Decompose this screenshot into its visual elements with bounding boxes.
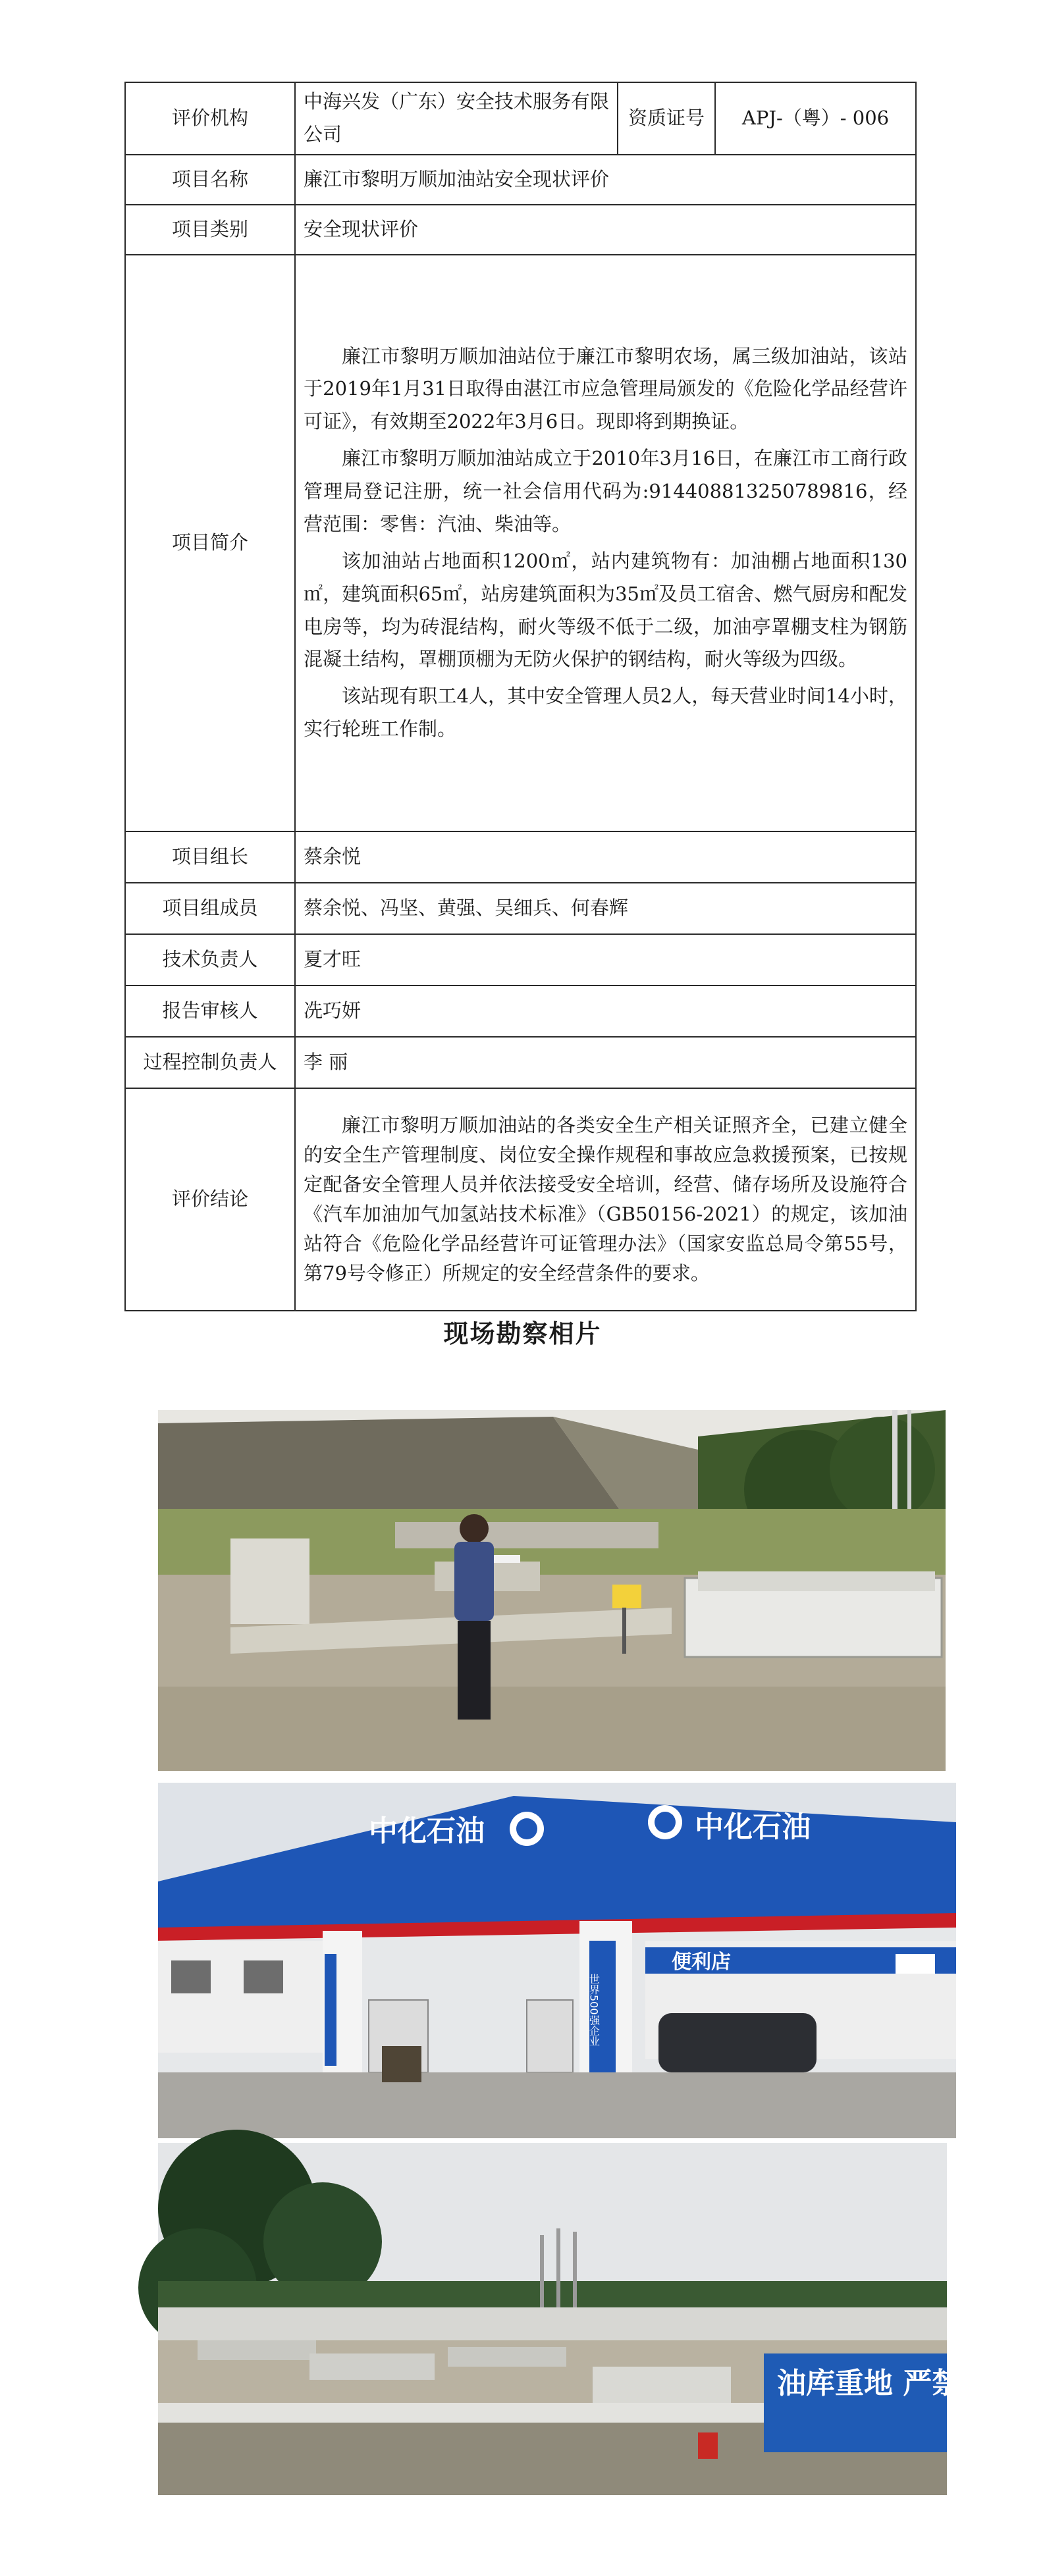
org-value: 中海兴发（广东）安全技术服务有限公司 xyxy=(295,82,618,155)
pillar-text: 世界500强企业 xyxy=(587,1974,601,2047)
members-label: 项目组成员 xyxy=(125,883,295,934)
members-value: 蔡余悦、冯坚、黄强、吴细兵、何春辉 xyxy=(295,883,916,934)
process-value: 李 丽 xyxy=(295,1037,916,1088)
leader-value: 蔡余悦 xyxy=(295,831,916,883)
intro-paragraph: 廉江市黎明万顺加油站成立于2010年3月16日，在廉江市工商行政管理局登记注册，统一社会信用代码为:91440881325078981​6，经营范围：零售：汽油、柴油等。 xyxy=(304,447,907,535)
site-photo-inspector xyxy=(158,1410,946,1771)
reviewer-value: 冼巧妍 xyxy=(295,986,916,1037)
section-title: 现场勘察相片 xyxy=(443,1319,602,1348)
intro-value xyxy=(295,255,916,831)
project-name-label: 项目名称 xyxy=(125,155,295,205)
tech-label: 技术负责人 xyxy=(125,934,295,986)
conclusion-label: 评价结论 xyxy=(125,1088,295,1311)
project-type-label: 项目类别 xyxy=(125,205,295,255)
site-photo-tank-area xyxy=(158,2143,1019,2495)
intro-paragraph: 廉江市黎明万顺加油站位于廉江市黎明农场，属三级加油站，该站于2019年1月31日取得由湛江市应急管理局颁发的《危险化学品经营许可证》，有效期至2022年3月6日。现即将到期换证。 xyxy=(304,344,907,433)
station-brand-right: 中化石油 xyxy=(695,1810,811,1844)
evaluation-info-table xyxy=(124,82,917,1311)
reviewer-label: 报告审核人 xyxy=(125,986,295,1037)
tech-value: 夏才旺 xyxy=(295,934,916,986)
warning-sign: 油库重地 严禁烟火 xyxy=(777,2367,1019,2400)
leader-label: 项目组长 xyxy=(125,831,295,883)
site-photo-station xyxy=(158,1783,956,2138)
store-sign: 便利店 xyxy=(672,1951,731,1974)
org-label: 评价机构 xyxy=(125,82,295,155)
project-name-value: 廉江市黎明万顺加油站安全现状评价 xyxy=(295,155,916,205)
station-brand-left: 中化石油 xyxy=(369,1814,485,1848)
intro-paragraph: 该站现有职工4人，其中安全管理人员2人，每天营业时间14小时，实行轮班工作制。 xyxy=(304,685,907,741)
cert-value: APJ-（粤）- 006 xyxy=(715,82,916,155)
project-type-value: 安全现状评价 xyxy=(295,205,916,255)
conclusion-text: 廉江市黎明万顺加油站的各类安全生产相关证照齐全，已建立健全的安全生产管理制度、岗位安全操作规程和事故应急救援预案，已按规定配备安全管理人员并依法接受安全培训，经营、储存场所及设施符合《汽车加油加气加氢站技术标准》（GB50156-2021）的规定，该加油站符合《危险化学品经营许可证管理办法》（国家安监总局令第55号，第79号令修正）所规定的安全经营条件的要求。 xyxy=(304,1113,907,1284)
conclusion-value xyxy=(295,1088,916,1311)
cert-label: 资质证号 xyxy=(618,82,715,155)
process-label: 过程控制负责人 xyxy=(125,1037,295,1088)
intro-label: 项目简介 xyxy=(125,255,295,831)
intro-paragraph: 该加油站占地面积1200㎡，站内建筑物有：加油棚占地面积130㎡，建筑面积65㎡，站房建筑面积为35㎡及员工宿舍、燃气厨房和配发电房等，均为砖混结构，耐火等级不低于二级，加油亭罩棚支柱为钢筋混凝土结构，罩棚顶棚为无防火保护的钢结构，耐火等级为四级。 xyxy=(304,549,907,671)
